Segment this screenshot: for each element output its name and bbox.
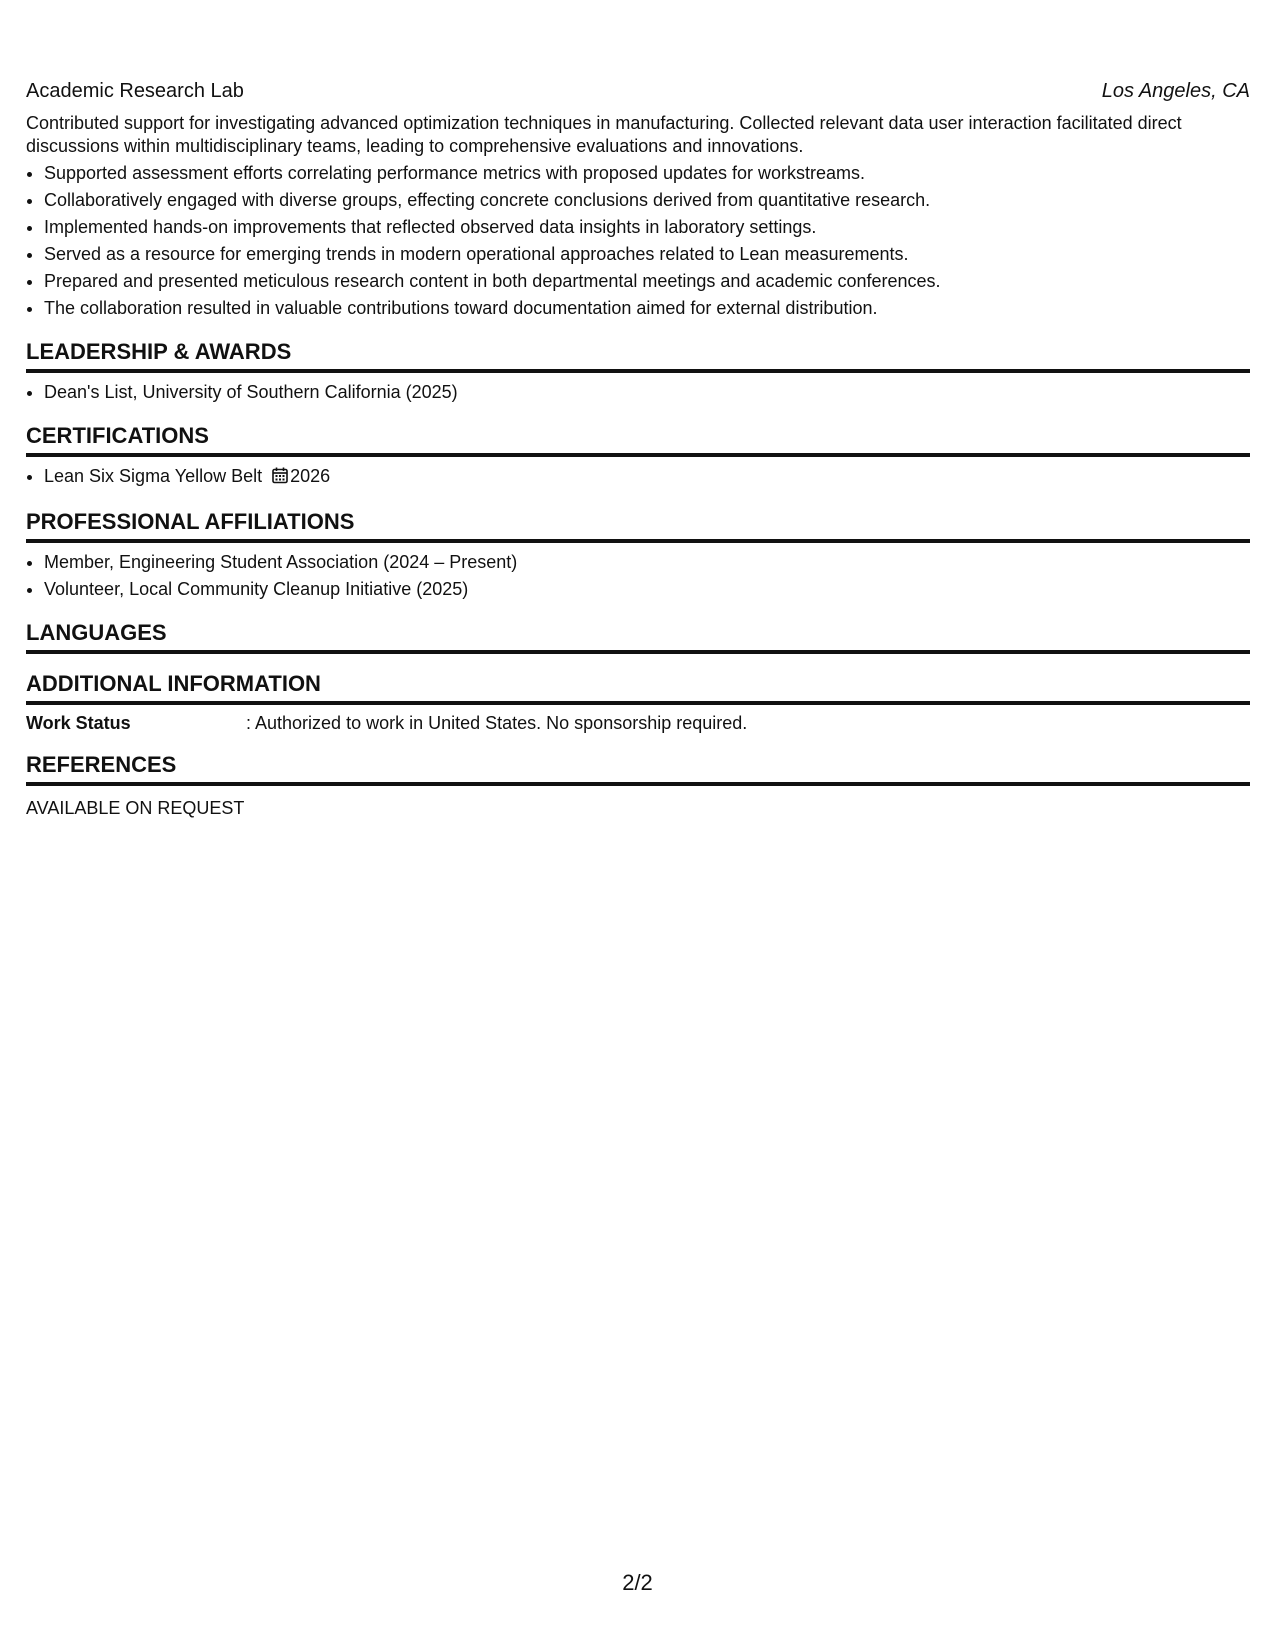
certifications-section xyxy=(26,422,1250,492)
affiliations-section xyxy=(26,508,1250,603)
leadership-item: • Dean's List, University of Southern California (2025) xyxy=(44,379,1250,406)
work-status-row xyxy=(26,711,1250,735)
job-header xyxy=(26,78,1250,104)
work-status-value: : Authorized to work in United States. No sponsorship required. xyxy=(246,713,748,733)
job-bullet: • Supported assessment efforts correlating performance metrics with proposed updates for workstreams. xyxy=(44,160,1250,187)
certification-year: 2026 xyxy=(290,466,331,486)
leadership-list xyxy=(26,379,1250,406)
section-title: REFERENCES xyxy=(26,751,1250,786)
section-title: PROFESSIONAL AFFILIATIONS xyxy=(26,508,1250,543)
job-bullet: • Served as a resource for emerging trends in modern operational approaches related to Lean measurements. xyxy=(44,241,1250,268)
section-title: LANGUAGES xyxy=(26,619,1250,654)
page-number: 2/2 xyxy=(622,1570,653,1595)
job-organization: Academic Research Lab xyxy=(26,80,244,102)
references-text: AVAILABLE ON REQUEST xyxy=(26,798,245,818)
job-bullet: • The collaboration resulted in valuable contributions toward documentation aimed for external distribution. xyxy=(44,295,1250,322)
references-section xyxy=(26,751,1250,820)
languages-section xyxy=(26,619,1250,654)
affiliations-list xyxy=(26,549,1250,603)
certifications-list xyxy=(26,463,1250,492)
job-bullet: • Collaboratively engaged with diverse groups, effecting concrete conclusions derived from quantitative research. xyxy=(44,187,1250,214)
affiliation-item: • Volunteer, Local Community Cleanup Initiative (2025) xyxy=(44,576,1250,603)
additional-info-section xyxy=(26,670,1250,735)
certification-name: Lean Six Sigma Yellow Belt xyxy=(44,466,263,486)
leadership-section xyxy=(26,338,1250,406)
job-bullet: • Prepared and presented meticulous research content in both departmental meetings and academic conferences. xyxy=(44,268,1250,295)
section-title: CERTIFICATIONS xyxy=(26,422,1250,457)
resume-page xyxy=(26,78,1250,820)
job-bullet-list xyxy=(26,160,1250,322)
job-bullet: • Implemented hands-on improvements that reflected observed data insights in laboratory settings. xyxy=(44,214,1250,241)
certification-item xyxy=(44,463,1250,492)
job-summary: Contributed support for investigating advanced optimization techniques in manufacturing. Collected relevant data user interaction facilitated direct discussions within multidisciplinary teams, leading to comprehensive evaluations and innovations. xyxy=(26,113,1182,156)
job-location: Los Angeles, CA xyxy=(1101,80,1250,102)
section-title: ADDITIONAL INFORMATION xyxy=(26,670,1250,705)
section-title: LEADERSHIP & AWARDS xyxy=(26,338,1250,373)
affiliation-item: • Member, Engineering Student Association (2024 – Present) xyxy=(44,549,1250,576)
work-status-label: Work Status xyxy=(26,713,131,733)
calendar-icon xyxy=(272,465,288,492)
